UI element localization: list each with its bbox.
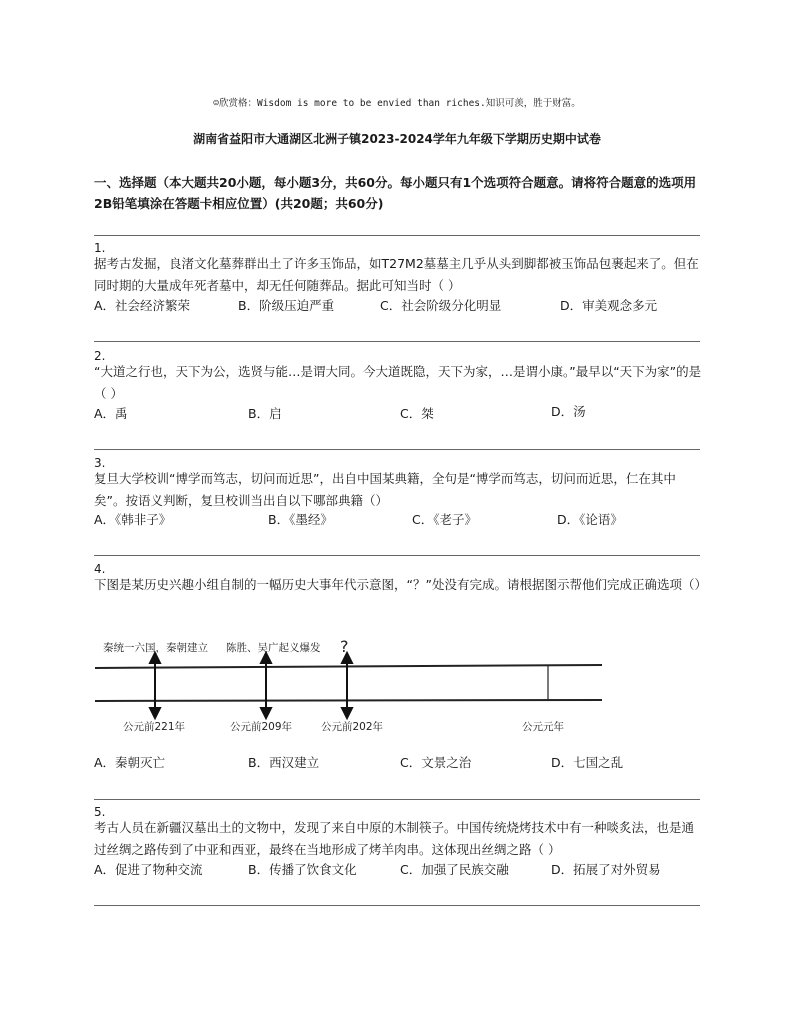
question-1-option-b[interactable]: B．阶级压迫严重 (238, 298, 335, 313)
page-title: 湖南省益阳市大通湖区北洲子镇2023-2024学年九年级下学期历史期中试卷 (193, 132, 601, 146)
divider (94, 799, 700, 800)
question-mark-label: ? (340, 637, 349, 656)
event-label-chen-wu-uprising: 陈胜、吴广起义爆发 (226, 642, 321, 654)
motto: ☺欣赏格：Wisdom is more to be envied than riches.知识可羡，胜于财富。 (213, 98, 581, 109)
question-4-option-b[interactable]: B．西汉建立 (248, 755, 320, 770)
timeline-bottom-line (95, 700, 602, 701)
question-3-number: 3. (94, 456, 106, 470)
question-2-text: “大道之行也，天下为公，选贤与能…是谓大同。今大道既隐，天下为家，…是谓小康。”最早以“天下为家”的是（ ） (94, 364, 702, 401)
question-4-option-a[interactable]: A．秦朝灭亡 (94, 755, 166, 770)
section-heading: 一、选择题（本大题共20小题，每小题3分，共60分。每小题只有1个选项符合题意。请将符合题意的选项用2B铅笔填涂在答题卡相应位置）(共20题；共60分) (94, 175, 697, 211)
question-3-option-d[interactable]: D．《论语》 (557, 512, 623, 527)
question-2-option-d[interactable]: D．汤 (551, 404, 586, 419)
question-4-text: 下图是某历史兴趣小组自制的一幅历史大事年代示意图，“？”处没有完成。请根据图示帮他们完成正确选项（） (94, 577, 707, 592)
question-2-option-b[interactable]: B．启 (248, 406, 282, 421)
question-3-option-b[interactable]: B．《墨经》 (268, 512, 333, 527)
question-2-number: 2. (94, 349, 106, 363)
arrow-209bc (261, 653, 271, 718)
question-5-text: 考古人员在新疆汉墓出土的文物中，发现了来自中原的木制筷子。中国传统烧烤技术中有一种啖炙法，也是通过丝绸之路传到了中亚和西亚，最终在当地形成了烤羊肉串。这体现出丝绸之路（ ） (94, 820, 695, 857)
question-1-option-d[interactable]: D．审美观念多元 (560, 298, 658, 313)
date-label-209bc: 公元前209年 (230, 721, 293, 733)
question-5-number: 5. (94, 805, 106, 819)
arrow-221bc (150, 653, 160, 718)
question-1-option-c[interactable]: C．社会阶级分化明显 (380, 298, 502, 313)
question-5-option-a[interactable]: A．促进了物种交流 (94, 862, 203, 877)
date-label-221bc: 公元前221年 (123, 721, 186, 733)
arrow-202bc (342, 653, 352, 718)
question-4-option-d[interactable]: D．七国之乱 (551, 755, 624, 770)
question-5-option-d[interactable]: D．拓展了对外贸易 (551, 862, 661, 877)
question-1-number: 1. (94, 241, 106, 255)
question-4-number: 4. (94, 562, 106, 576)
date-label-202bc: 公元前202年 (321, 721, 384, 733)
question-3-option-c[interactable]: C．《老子》 (412, 512, 477, 527)
timeline-top-line (95, 665, 602, 668)
question-1-option-a[interactable]: A．社会经济繁荣 (94, 298, 191, 313)
date-label-year-1: 公元元年 (522, 721, 564, 733)
question-5-option-c[interactable]: C．加强了民族交融 (400, 862, 509, 877)
divider (94, 905, 700, 906)
question-5-option-b[interactable]: B．传播了饮食文化 (248, 862, 357, 877)
question-2-option-a[interactable]: A．禹 (94, 406, 128, 421)
question-4-option-c[interactable]: C．文景之治 (400, 755, 472, 770)
question-2-option-c[interactable]: C．桀 (400, 406, 434, 421)
question-3-text: 复旦大学校训“博学而笃志，切问而近思”，出自中国某典籍，全句是“博学而笃志，切问而近思，仁在其中矣”。按语义判断，复旦校训当出自以下哪部典籍（） (94, 471, 676, 508)
event-label-qin-unification: 秦统一六国，秦朝建立 (103, 642, 208, 654)
question-1-text: 据考古发掘，良渚文化墓葬群出土了许多玉饰品，如T27M2墓墓主几乎从头到脚都被玉饰品包裹起来了。但在同时期的大量成年死者墓中，却无任何随葬品。据此可知当时（ ） (94, 256, 699, 293)
question-3-option-a[interactable]: A．《韩非子》 (94, 512, 172, 527)
